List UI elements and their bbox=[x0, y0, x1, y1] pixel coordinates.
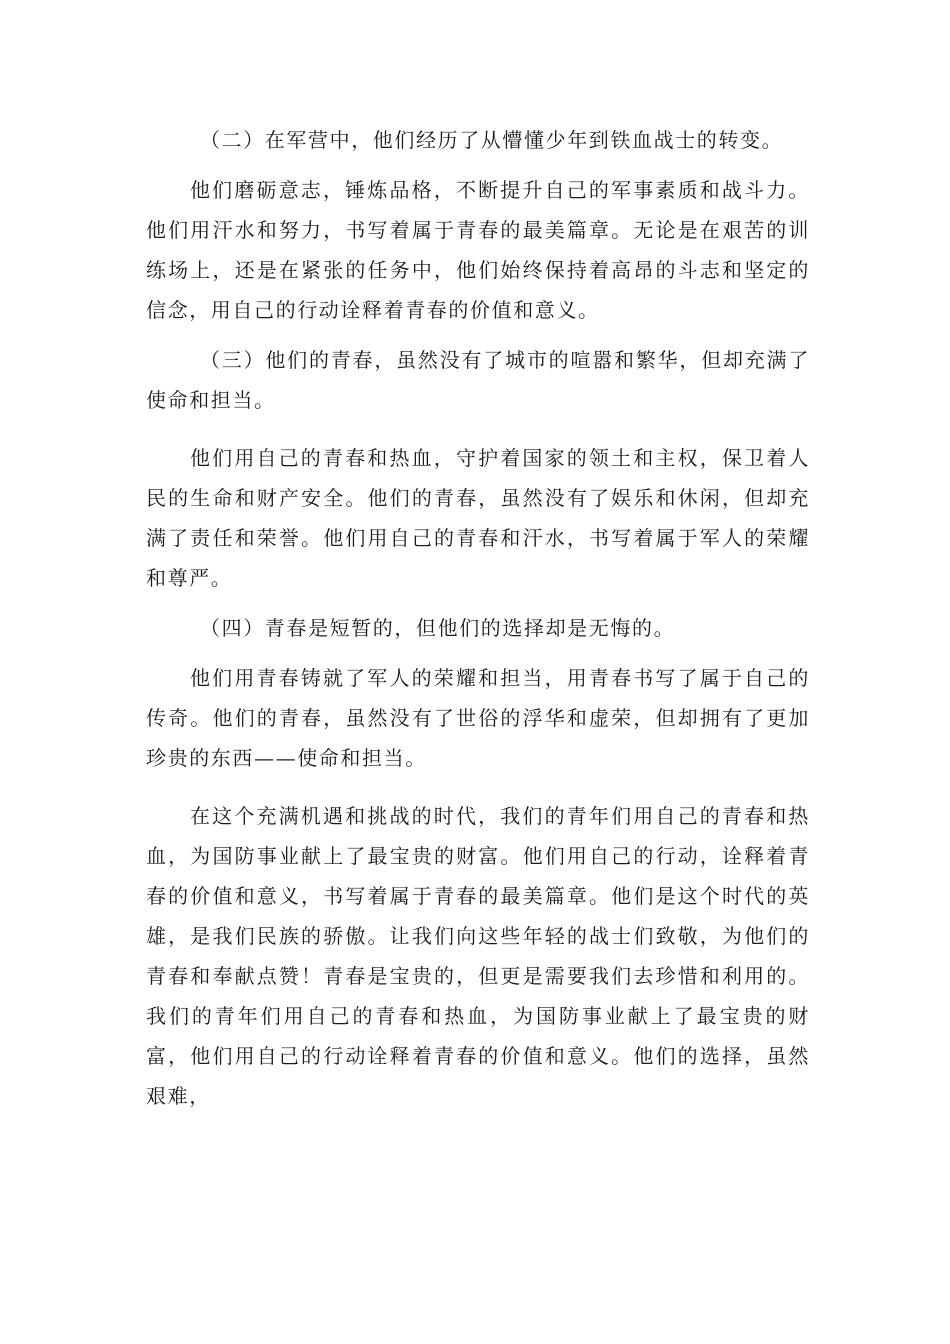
section-heading-4: （四）青春是短暂的，但他们的选择却是无悔的。 bbox=[200, 616, 676, 640]
section-heading-2: （二）在军营中，他们经历了从懵懂少年到铁血战士的转变。 bbox=[200, 128, 784, 152]
paragraph-training: 他们磨砺意志，锤炼品格，不断提升自己的军事素质和战斗力。他们用汗水和努力，书写着属于青春的最美篇章。无论是在艰苦的训练场上，还是在紧张的任务中，他们始终保持着高昂的斗志和坚定的信念，用自己的行动诠释着青春的价值和意义。 bbox=[146, 178, 810, 322]
paragraph-guarding: 他们用自己的青春和热血，守护着国家的领土和主权，保卫着人民的生命和财产安全。他们的青春，虽然没有了娱乐和休闲，但却充满了责任和荣誉。他们用自己的青春和汗水，书写着属于军人的荣耀和尊严。 bbox=[146, 446, 810, 590]
document-body bbox=[146, 120, 810, 1116]
paragraph-legend: 他们用青春铸就了军人的荣耀和担当，用青春书写了属于自己的传奇。他们的青春，虽然没有了世俗的浮华和虚荣，但却拥有了更加珍贵的东西——使命和担当。 bbox=[146, 666, 810, 770]
paragraph-conclusion: 在这个充满机遇和挑战的时代，我们的青年们用自己的青春和热血，为国防事业献上了最宝贵的财富。他们用自己的行动，诠释着青春的价值和意义，书写着属于青春的最美篇章。他们是这个时代的英雄，是我们民族的骄傲。让我们向这些年轻的战士们致敬，为他们的青春和奉献点赞！青春是宝贵的，但更是需要我们去珍惜和利用的。我们的青年们用自己的青春和热血，为国防事业献上了最宝贵的财富，他们用自己的行动诠释着青春的价值和意义。他们的选择，虽然艰难， bbox=[146, 804, 810, 1108]
section-heading-3: （三）他们的青春，虽然没有了城市的喧嚣和繁华，但却充满了使命和担当。 bbox=[146, 348, 810, 412]
